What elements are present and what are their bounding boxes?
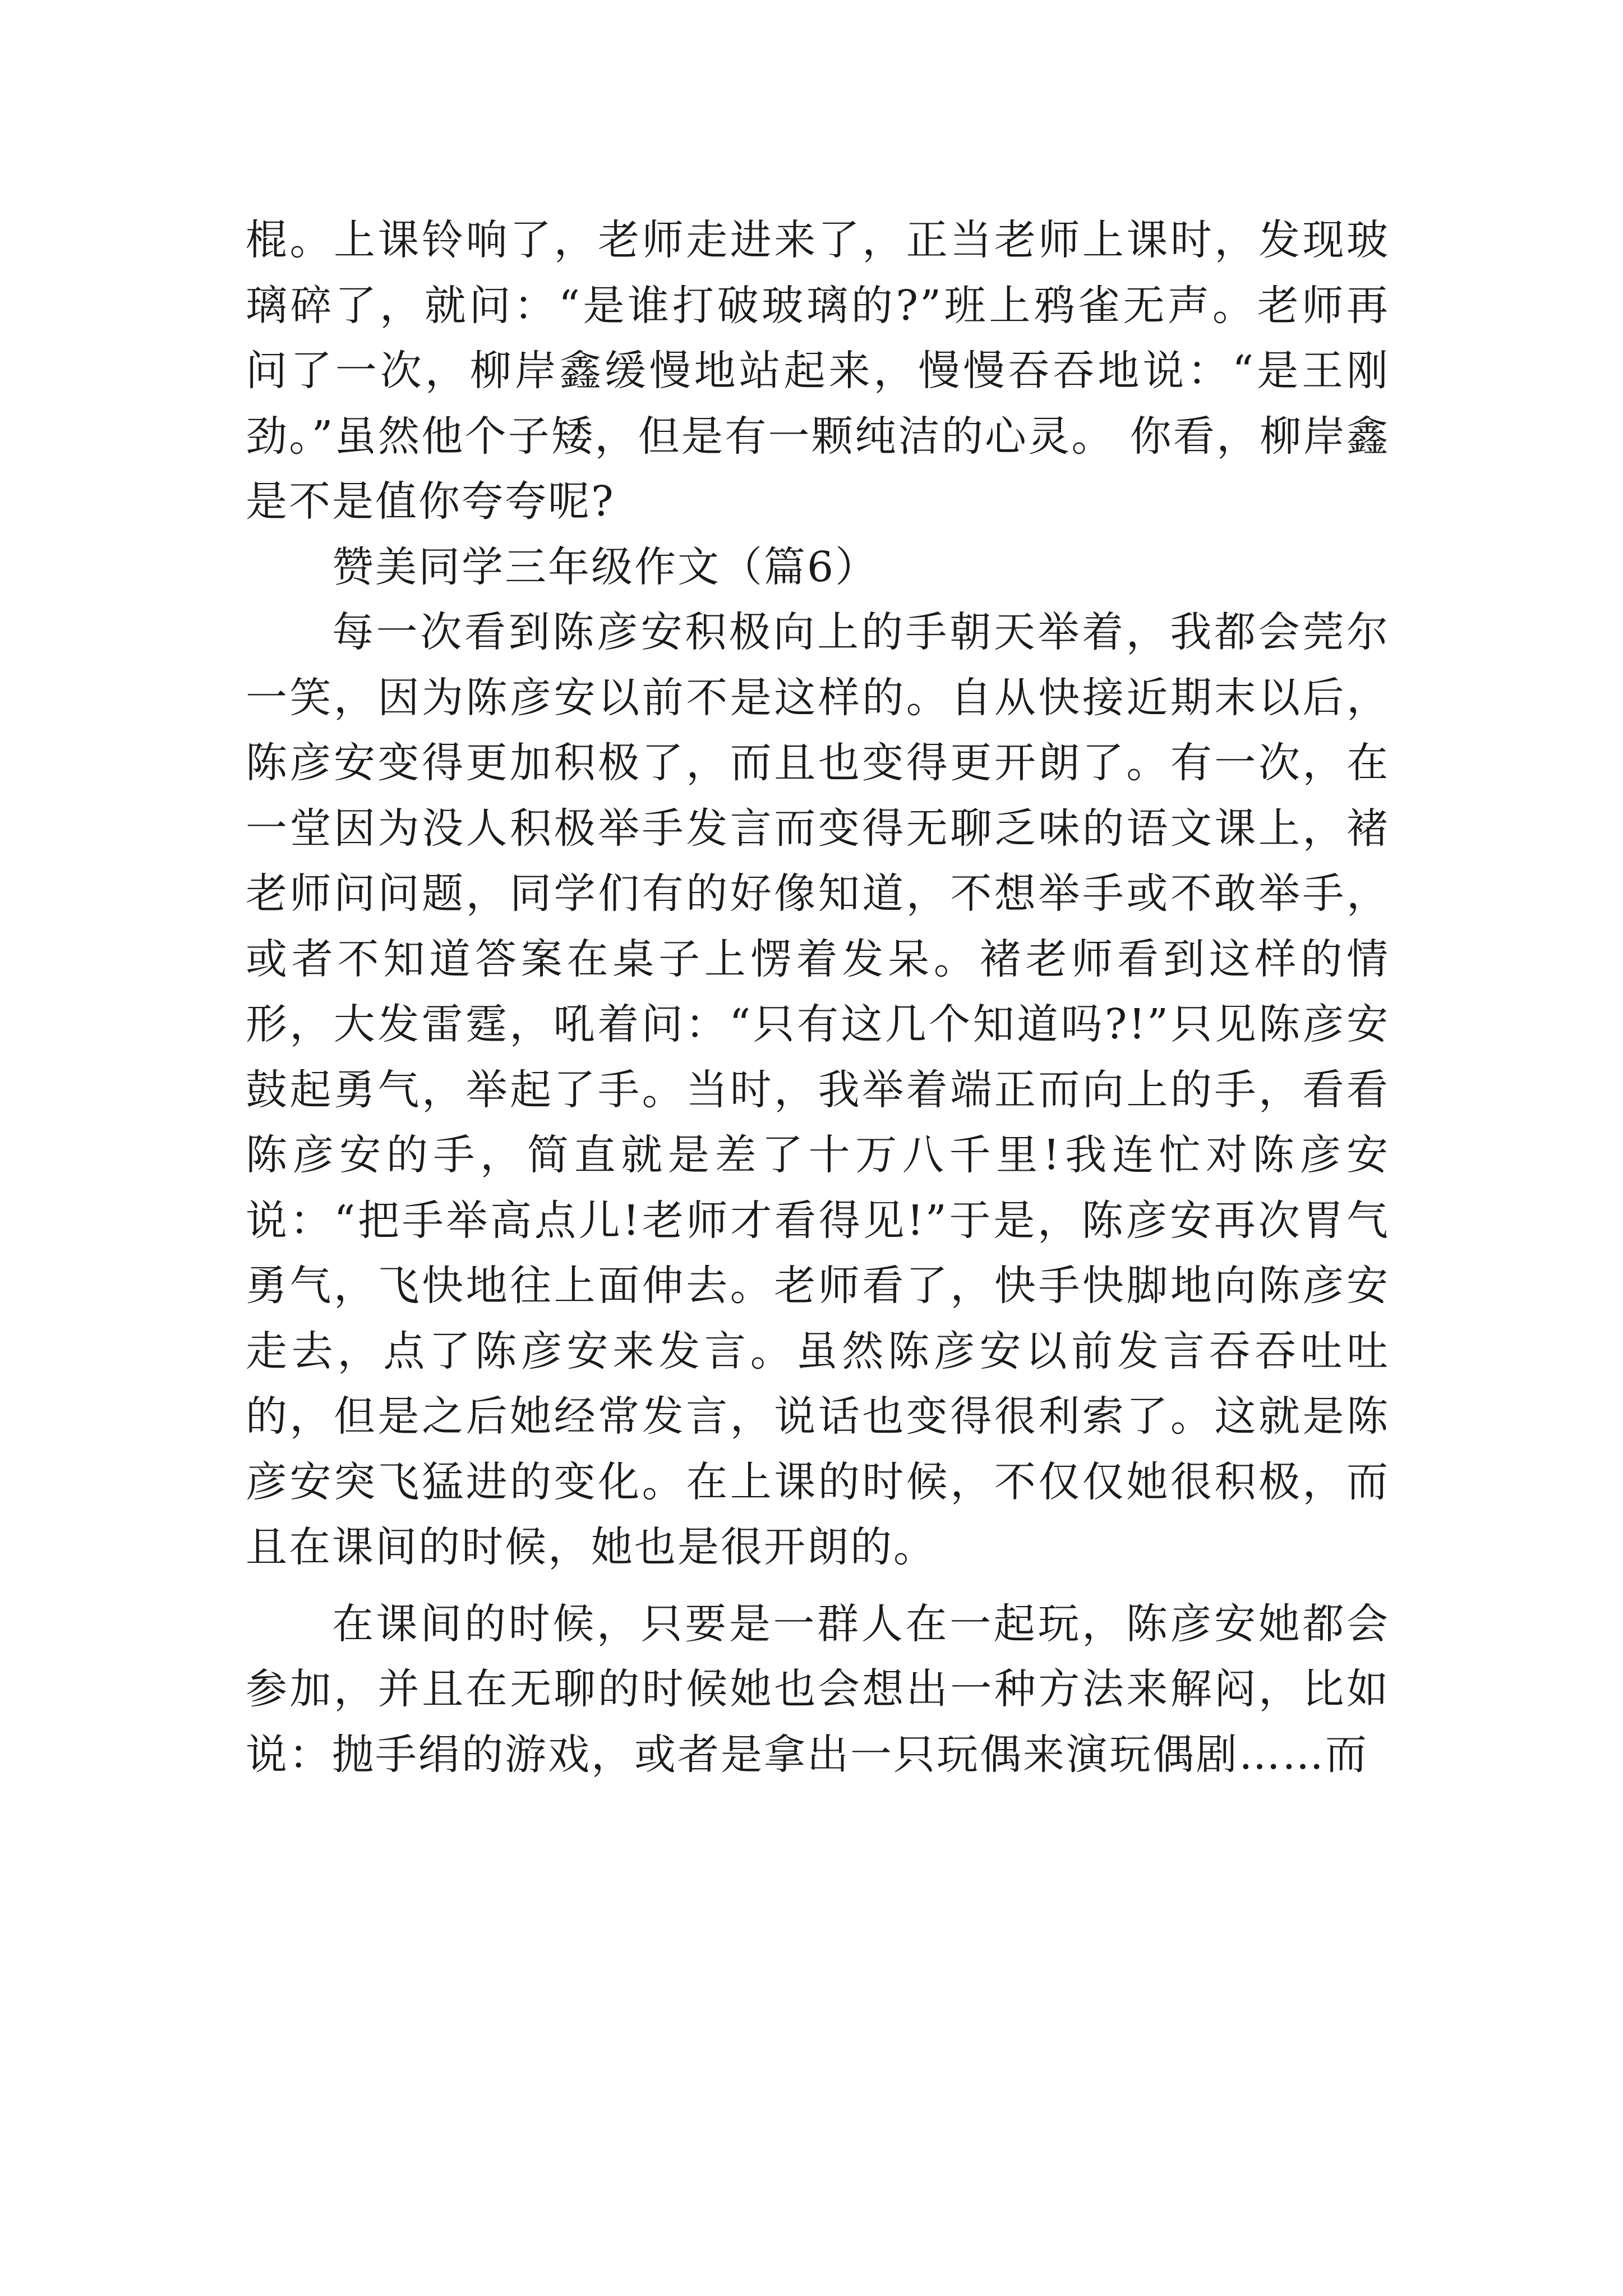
document-body [246, 208, 1390, 1787]
paragraph-body: 在课间的时候，只要是一群人在一起玩，陈彦安她都会参加，并且在无聊的时候她也会想出一种方法来解闷，比如说：抛手绢的游戏，或者是拿出一只玩偶来演玩偶剧……而 [246, 1599, 1390, 1779]
paragraph-body: 每一次看到陈彦安积极向上的手朝天举着，我都会莞尔一笑，因为陈彦安以前不是这样的。自从快接近期末以后，陈彦安变得更加积极了，而且也变得更开朗了。有一次，在一堂因为没人积极举手发言而变得无聊乏味的语文课上，褚老师问问题，同学们有的好像知道，不想举手或不敢举手，或者不知道答案在桌子上愣着发呆。褚老师看到这样的情形，大发雷霆，吼着问：“只有这几个知道吗?!”只见陈彦安鼓起勇气，举起了手。当时，我举着端正而向上的手，看看陈彦安的手，简直就是差了十万八千里!我连忙对陈彦安说：“把手举高点儿!老师才看得见!”于是，陈彦安再次胃气勇气，飞快地往上面伸去。老师看了，快手快脚地向陈彦安走去，点了陈彦安来发言。虽然陈彦安以前发言吞吞吐吐的，但是之后她经常发言，说话也变得很利索了。这就是陈彦安突飞猛进的变化。在上课的时候，不仅仅她很积极，而且在课间的时候，她也是很开朗的。 [246, 608, 1390, 1571]
paragraph-continuation: 棍。上课铃响了，老师走进来了，正当老师上课时，发现玻璃碎了，就问：“是谁打破玻璃的?”班上鸦雀无声。老师再问了一次，柳岸鑫缓慢地站起来，慢慢吞吞地说：“是王刚劲。”虽然他个子矮，但是有一颗纯洁的心灵。 你看，柳岸鑫是不是值你夸夸呢? [246, 216, 1390, 526]
section-heading: 赞美同学三年级作文（篇6） [332, 542, 879, 591]
